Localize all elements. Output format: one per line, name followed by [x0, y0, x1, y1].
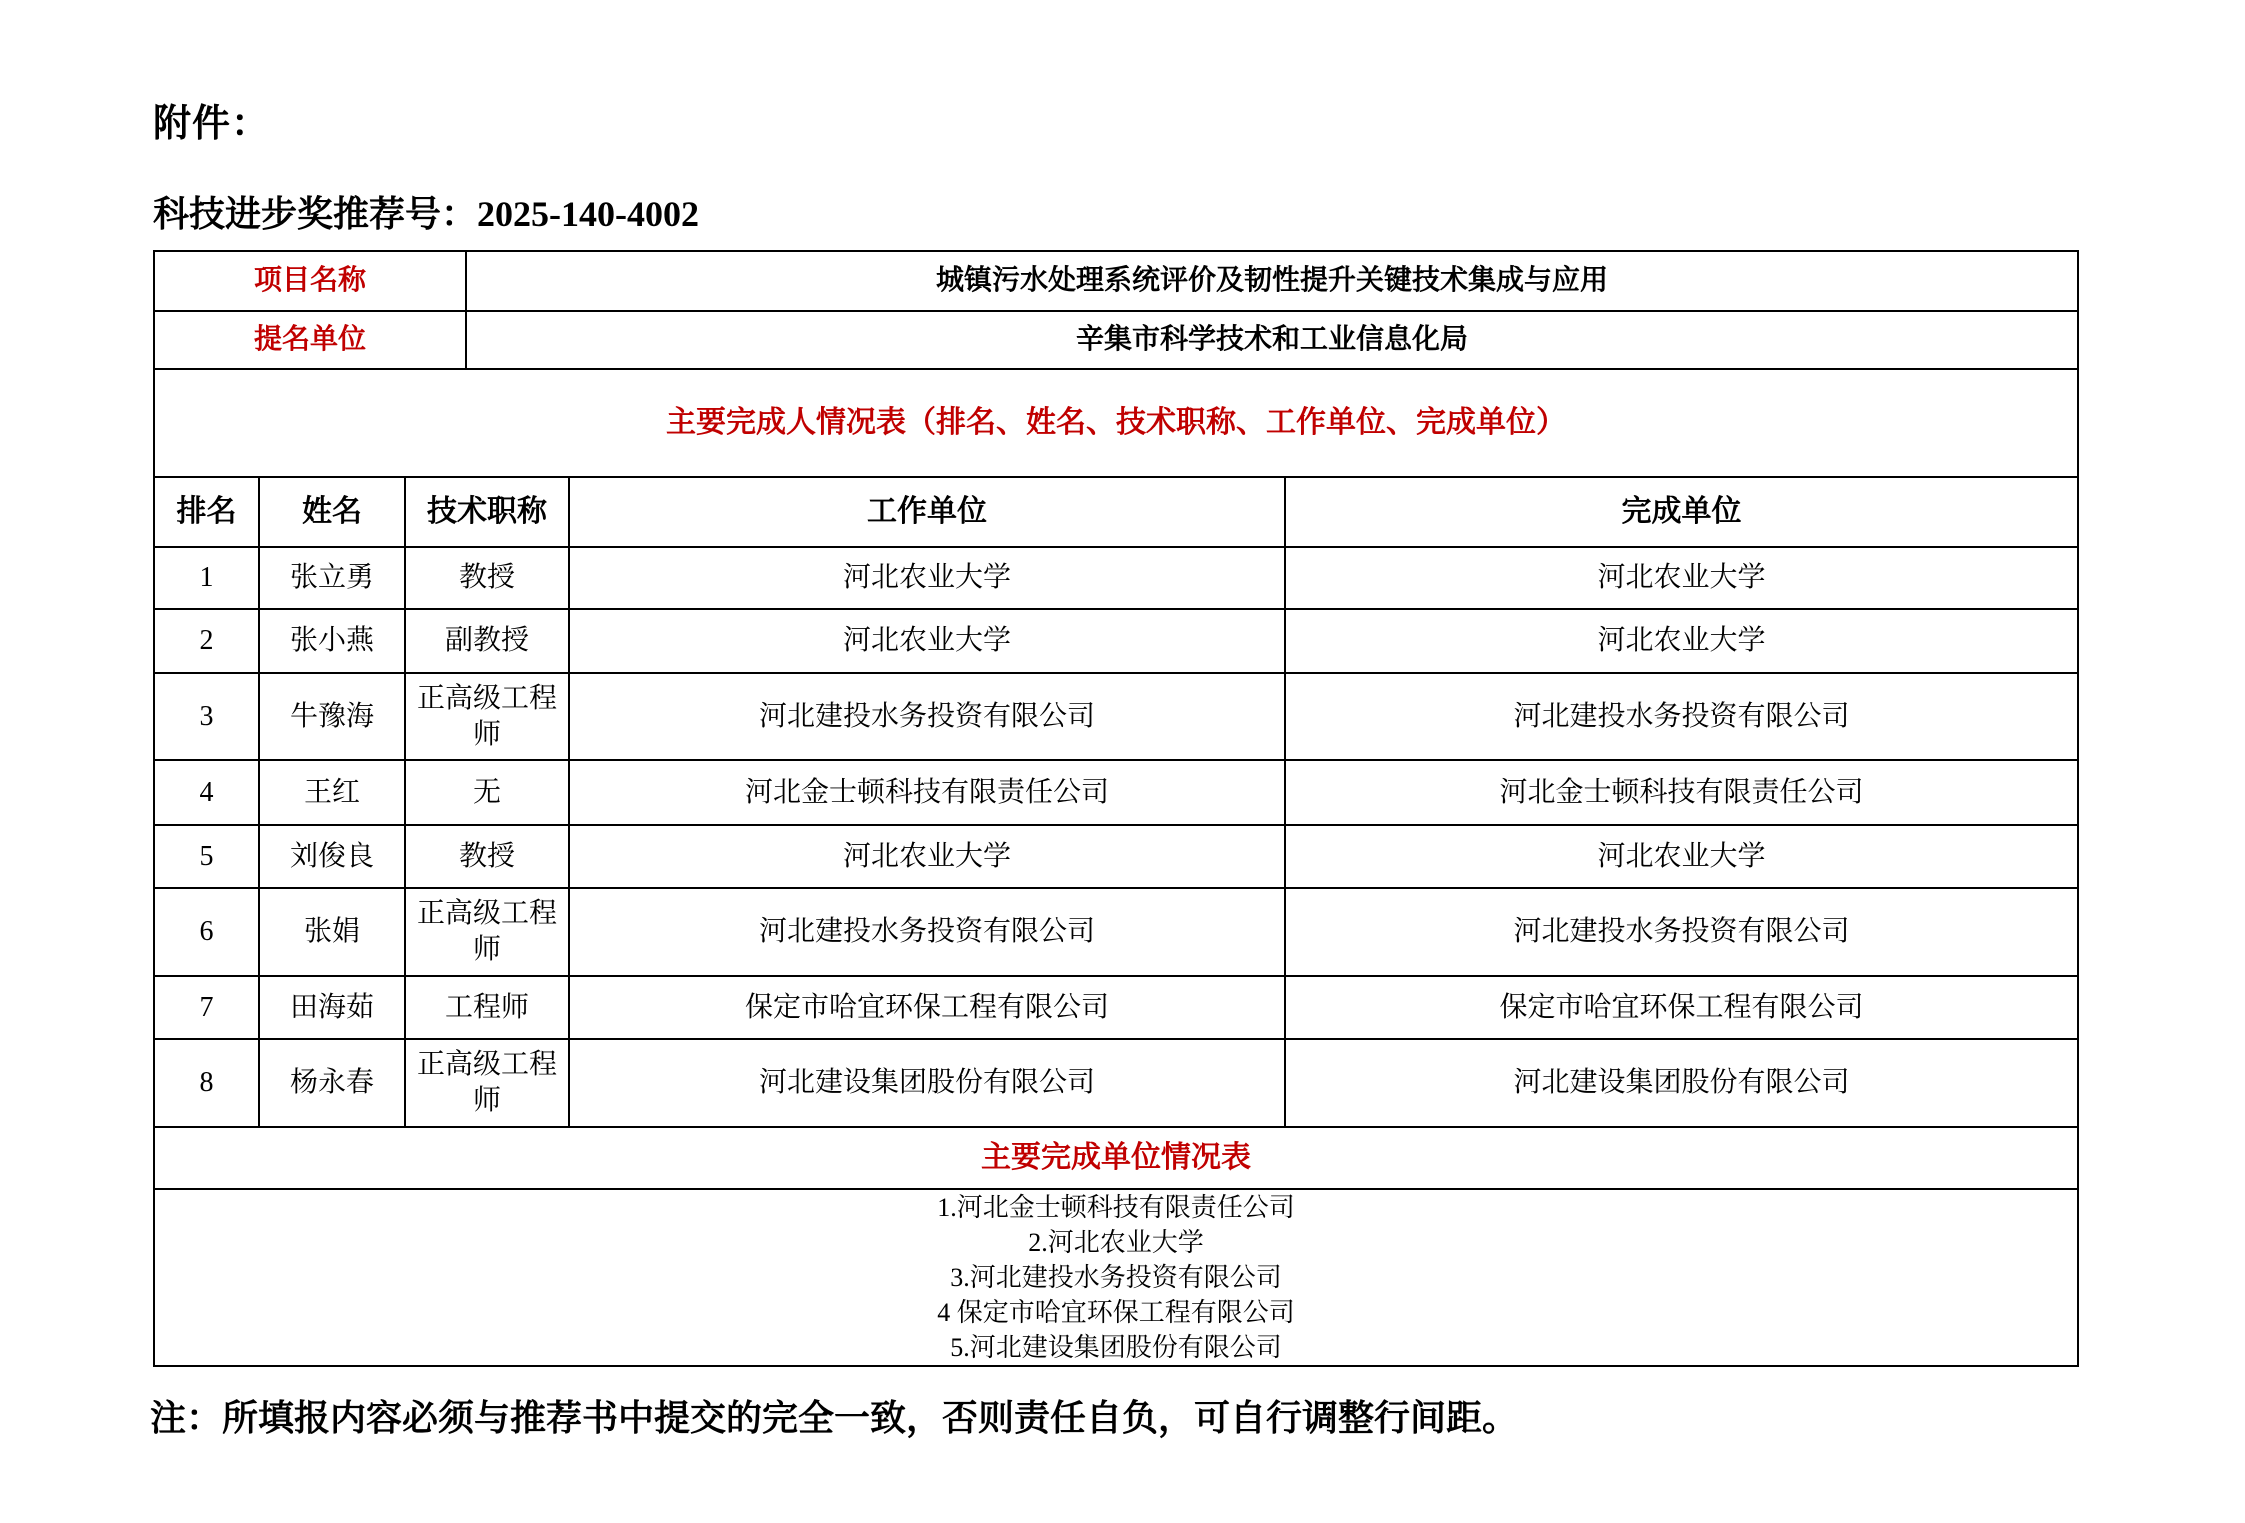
nominator-label: 提名单位	[154, 311, 466, 369]
cell-completion-unit: 河北建投水务投资有限公司	[1285, 888, 2078, 976]
cell-title: 正高级工程师	[405, 1039, 569, 1127]
list-item: 1.河北金士顿科技有限责任公司	[937, 1193, 1295, 1222]
cell-work-unit: 河北农业大学	[569, 609, 1285, 673]
cell-name: 杨永春	[259, 1039, 405, 1127]
cell-title: 工程师	[405, 976, 569, 1039]
cell-work-unit: 河北农业大学	[569, 825, 1285, 888]
table-row	[154, 1039, 2078, 1127]
cell-completion-unit: 河北农业大学	[1285, 825, 2078, 888]
footer-note: 注：所填报内容必须与推荐书中提交的完全一致，否则责任自负，可自行调整行间距。	[150, 1398, 1519, 1438]
cell-title: 教授	[405, 547, 569, 609]
table-row	[154, 547, 2078, 609]
list-item: 4 保定市哈宜环保工程有限公司	[937, 1298, 1295, 1327]
cell-rank: 2	[154, 609, 259, 673]
cell-name: 田海茹	[259, 976, 405, 1039]
cell-name: 王红	[259, 760, 405, 825]
cell-title: 正高级工程师	[405, 888, 569, 976]
cell-rank: 3	[154, 673, 259, 760]
recommendation-number-value: 2025-140-4002	[477, 194, 699, 234]
cell-rank: 7	[154, 976, 259, 1039]
list-item: 2.河北农业大学	[1028, 1228, 1204, 1257]
cell-rank: 6	[154, 888, 259, 976]
cell-completion-unit: 河北建设集团股份有限公司	[1285, 1039, 2078, 1127]
cell-rank: 5	[154, 825, 259, 888]
list-item: 3.河北建投水务投资有限公司	[950, 1263, 1282, 1292]
units-list-row	[154, 1189, 2078, 1366]
recommendation-number-line	[153, 186, 699, 237]
table-row	[154, 976, 2078, 1039]
cell-name: 张小燕	[259, 609, 405, 673]
cell-completion-unit: 河北金士顿科技有限责任公司	[1285, 760, 2078, 825]
units-table-caption: 主要完成单位情况表	[154, 1127, 2078, 1189]
cell-completion-unit: 河北农业大学	[1285, 547, 2078, 609]
cell-work-unit: 河北金士顿科技有限责任公司	[569, 760, 1285, 825]
contributors-caption-row	[154, 369, 2078, 477]
recommendation-number-label: 科技进步奖推荐号：	[153, 194, 478, 234]
cell-name: 刘俊良	[259, 825, 405, 888]
units-caption-row	[154, 1127, 2078, 1189]
cell-rank: 8	[154, 1039, 259, 1127]
units-list-cell	[154, 1189, 2078, 1366]
cell-completion-unit: 河北建投水务投资有限公司	[1285, 673, 2078, 760]
table-row	[154, 673, 2078, 760]
table-row	[154, 760, 2078, 825]
cell-title: 教授	[405, 825, 569, 888]
table-row	[154, 609, 2078, 673]
nominator-value: 辛集市科学技术和工业信息化局	[466, 311, 2078, 369]
project-name-label: 项目名称	[154, 251, 466, 311]
project-name-row	[154, 251, 2078, 311]
cell-name: 张娟	[259, 888, 405, 976]
cell-name: 张立勇	[259, 547, 405, 609]
cell-name: 牛豫海	[259, 673, 405, 760]
header-rank: 排名	[154, 477, 259, 547]
list-item: 5.河北建设集团股份有限公司	[950, 1333, 1282, 1362]
cell-completion-unit: 河北农业大学	[1285, 609, 2078, 673]
contributors-header-row	[154, 477, 2078, 547]
nominator-row	[154, 311, 2078, 369]
attachment-label: 附件：	[153, 103, 271, 145]
contributors-table-caption: 主要完成人情况表（排名、姓名、技术职称、工作单位、完成单位）	[154, 369, 2078, 477]
header-title: 技术职称	[405, 477, 569, 547]
cell-title: 正高级工程师	[405, 673, 569, 760]
cell-work-unit: 河北建投水务投资有限公司	[569, 673, 1285, 760]
cell-rank: 1	[154, 547, 259, 609]
table-row	[154, 825, 2078, 888]
cell-title: 副教授	[405, 609, 569, 673]
cell-work-unit: 河北建设集团股份有限公司	[569, 1039, 1285, 1127]
cell-rank: 4	[154, 760, 259, 825]
header-name: 姓名	[259, 477, 405, 547]
award-info-table	[153, 250, 2079, 1367]
project-name-value: 城镇污水处理系统评价及韧性提升关键技术集成与应用	[466, 251, 2078, 311]
cell-work-unit: 保定市哈宜环保工程有限公司	[569, 976, 1285, 1039]
cell-work-unit: 河北农业大学	[569, 547, 1285, 609]
header-work-unit: 工作单位	[569, 477, 1285, 547]
cell-title: 无	[405, 760, 569, 825]
cell-work-unit: 河北建投水务投资有限公司	[569, 888, 1285, 976]
table-row	[154, 888, 2078, 976]
header-completion-unit: 完成单位	[1285, 477, 2078, 547]
cell-completion-unit: 保定市哈宜环保工程有限公司	[1285, 976, 2078, 1039]
